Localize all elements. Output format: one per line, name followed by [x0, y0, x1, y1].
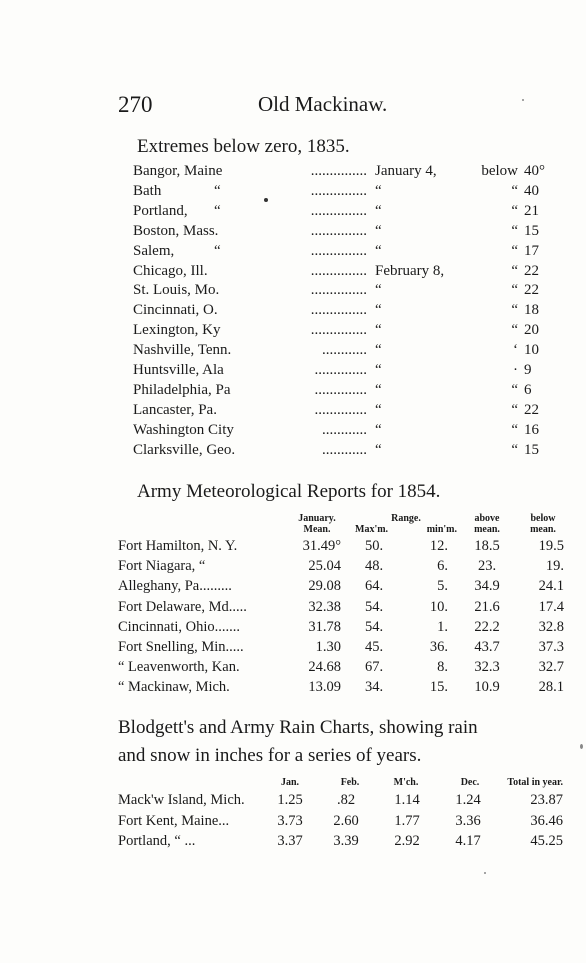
- header-feb: Feb.: [340, 777, 360, 788]
- date: “: [375, 441, 382, 458]
- header-below-mean: [522, 513, 564, 535]
- below-mark: “: [511, 401, 518, 418]
- header-above-line1: above: [474, 513, 500, 524]
- header-above-mean: [465, 513, 509, 535]
- header-max: Max'm.: [355, 524, 389, 535]
- station-name: Mack'w Island, Mich.: [118, 792, 245, 808]
- total-value: 45.25: [530, 833, 563, 849]
- place-name: Chicago, Ill.: [133, 262, 208, 279]
- station-name: Fort Hamilton, N. Y.: [118, 538, 238, 554]
- place-name: Washington City: [133, 421, 234, 438]
- place-name: Clarksville, Geo.: [133, 441, 236, 458]
- below-mark: below: [481, 163, 518, 179]
- max-value: 45.: [364, 639, 384, 655]
- temperature-value: 15: [524, 441, 539, 458]
- mch-value: 2.92: [394, 833, 420, 849]
- feb-value: 3.39: [333, 833, 359, 849]
- below-mark: “: [511, 182, 518, 199]
- place-name: Philadelphia, Pa: [133, 381, 231, 398]
- date: “: [375, 362, 382, 378]
- jan-value: 3.73: [277, 812, 303, 829]
- below-mark: “: [511, 282, 518, 299]
- min-value: 6.: [437, 558, 448, 575]
- min-value: 10.: [429, 598, 448, 615]
- january-mean: 31.49°: [302, 538, 341, 554]
- dot-leader: ...............: [310, 222, 367, 239]
- dot-leader: ...............: [310, 282, 367, 299]
- place-name: Portland,: [133, 202, 188, 219]
- place-name: St. Louis, Mo.: [133, 282, 220, 299]
- feb-value: .82: [336, 792, 356, 808]
- below-mark: “: [511, 202, 518, 219]
- above-mean-value: 21.6: [474, 598, 500, 615]
- date: “: [375, 322, 382, 339]
- header-range-subheaders: [355, 524, 457, 535]
- below-mean-value: 19.5: [538, 538, 564, 554]
- dot-leader: ...............: [310, 242, 367, 259]
- below-mark: “: [511, 421, 518, 438]
- january-mean: 29.08: [308, 578, 341, 595]
- max-value: 50.: [364, 538, 384, 554]
- min-value: 1.: [437, 618, 448, 635]
- temperature-value: 22: [524, 401, 539, 418]
- header-january-line1: January.: [298, 513, 336, 524]
- january-mean: 13.09: [308, 679, 341, 696]
- station-name: Fort Kent, Maine...: [118, 812, 230, 829]
- below-mark: ·: [513, 362, 518, 378]
- dot-leader: ...............: [310, 262, 367, 279]
- place-name: Boston, Mass.: [133, 222, 219, 239]
- place-name: Lancaster, Pa.: [133, 401, 217, 418]
- temperature-value: 21: [524, 202, 539, 219]
- temperature-value: 15: [524, 222, 539, 239]
- date: “: [375, 282, 382, 299]
- station-name: Alleghany, Pa.........: [118, 578, 232, 595]
- header-range-line1: Range.: [391, 513, 421, 524]
- station-name: Fort Delaware, Md.....: [118, 598, 247, 615]
- date: “: [375, 342, 382, 359]
- date: “: [375, 242, 382, 259]
- mch-value: 1.77: [394, 812, 420, 829]
- place-name: Nashville, Tenn.: [133, 342, 232, 359]
- temperature-value: 9: [524, 362, 532, 378]
- below-mark: “: [511, 302, 518, 319]
- extremes-heading: Extremes below zero, 1835.: [137, 136, 350, 157]
- temperature-value: 16: [524, 421, 539, 438]
- above-mean-value: 34.9: [474, 578, 500, 595]
- place-name: Bath: [133, 182, 162, 199]
- page-speck: [580, 744, 583, 749]
- station-name: Fort Niagara, “: [118, 558, 206, 575]
- station-name: Cincinnati, Ohio.......: [118, 618, 241, 635]
- header-total: Total in year.: [507, 777, 563, 788]
- running-title: Old Mackinaw.: [258, 92, 388, 116]
- dot-leader: ...............: [310, 163, 367, 179]
- place-name: Bangor, Maine: [133, 163, 223, 179]
- ditto-mark: “: [214, 182, 221, 199]
- dot-leader: ...............: [310, 202, 367, 219]
- min-value: 15.: [429, 679, 448, 696]
- date: January 4,: [375, 163, 437, 179]
- date: “: [375, 182, 382, 199]
- army-heading: Army Meteorological Reports for 1854.: [137, 481, 441, 502]
- temperature-value: 6: [524, 381, 532, 398]
- temperature-value: 18: [524, 302, 539, 319]
- temperature-value: 20: [524, 322, 539, 339]
- below-mean-value: 24.1: [538, 578, 564, 595]
- jan-value: 3.37: [277, 833, 303, 849]
- header-january-line2: Mean.: [303, 524, 331, 535]
- january-mean: 25.04: [308, 558, 341, 575]
- station-name: “ Leavenworth, Kan.: [118, 659, 240, 676]
- above-mean-value: 23.: [477, 558, 497, 575]
- max-value: 34.: [364, 679, 384, 696]
- station-name: Portland, “ ...: [118, 833, 196, 849]
- january-mean: 24.68: [308, 659, 341, 676]
- temperature-value: 40: [524, 182, 539, 199]
- temperature-value: 22: [524, 282, 539, 299]
- header-january: [287, 513, 347, 535]
- feb-value: 2.60: [333, 812, 359, 829]
- date: “: [375, 222, 382, 239]
- dot-leader: ..............: [314, 381, 367, 398]
- min-value: 36.: [429, 639, 448, 655]
- below-mean-value: 28.1: [538, 679, 564, 696]
- rain-heading-line2: and snow in inches for a series of years.: [118, 745, 422, 766]
- dot-leader: ............: [322, 342, 367, 359]
- dec-value: 3.36: [455, 812, 481, 829]
- dot-leader: ..............: [314, 362, 367, 378]
- dot-leader: ...............: [310, 322, 367, 339]
- station-name: Fort Snelling, Min.....: [118, 639, 244, 655]
- date: “: [375, 202, 382, 219]
- date: “: [375, 302, 382, 319]
- above-mean-value: 32.3: [474, 659, 500, 676]
- date: “: [375, 381, 382, 398]
- below-mean-value: 32.8: [538, 618, 564, 635]
- dec-value: 1.24: [455, 792, 481, 808]
- date: February 8,: [375, 262, 445, 279]
- below-mark: “: [511, 222, 518, 239]
- below-mean-value: 32.7: [538, 659, 564, 676]
- max-value: 54.: [364, 618, 384, 635]
- date: “: [375, 421, 382, 438]
- max-value: 64.: [364, 578, 384, 595]
- january-mean: 31.78: [308, 618, 341, 635]
- below-mean-value: 19.: [545, 558, 564, 575]
- above-mean-value: 43.7: [474, 639, 500, 655]
- jan-value: 1.25: [277, 792, 303, 808]
- below-mean-value: 37.3: [538, 639, 564, 655]
- header-jan: Jan.: [280, 777, 300, 788]
- station-name: “ Mackinaw, Mich.: [118, 679, 230, 696]
- header-mch: M'ch.: [393, 777, 419, 788]
- dot-leader: ...............: [310, 182, 367, 199]
- below-mark: “: [511, 381, 518, 398]
- place-name: Salem,: [133, 242, 175, 259]
- total-value: 36.46: [530, 812, 563, 829]
- dec-value: 4.17: [455, 833, 481, 849]
- date: “: [375, 401, 382, 418]
- header-below-line2: mean.: [530, 524, 556, 535]
- ditto-mark: “: [214, 242, 221, 259]
- max-value: 67.: [364, 659, 384, 676]
- place-name: Cincinnati, O.: [133, 302, 218, 319]
- above-mean-value: 22.2: [474, 618, 500, 635]
- header-below-line1: below: [530, 513, 556, 524]
- max-value: 54.: [364, 598, 384, 615]
- dot-leader: ...............: [310, 302, 367, 319]
- below-mark: “: [511, 441, 518, 458]
- january-mean: 1.30: [315, 639, 341, 655]
- above-mean-value: 10.9: [474, 679, 500, 696]
- january-mean: 32.38: [308, 598, 341, 615]
- rain-heading-line1: Blodgett's and Army Rain Charts, showing rain: [118, 717, 478, 738]
- temperature-value: 17: [524, 242, 539, 259]
- header-range: [355, 513, 457, 535]
- below-mean-value: 17.4: [538, 598, 564, 615]
- place-name: Huntsville, Ala: [133, 362, 224, 378]
- dot-leader: ............: [322, 421, 367, 438]
- mch-value: 1.14: [394, 792, 420, 808]
- below-mark: “: [511, 242, 518, 259]
- temperature-value: 10: [524, 342, 539, 359]
- below-mark: “: [511, 322, 518, 339]
- below-mark: ‘: [513, 342, 518, 359]
- min-value: 5.: [437, 578, 448, 595]
- header-dec: Dec.: [460, 777, 480, 788]
- page-speck: [484, 872, 486, 874]
- total-value: 23.87: [530, 792, 563, 808]
- place-name: Lexington, Ky: [133, 322, 221, 339]
- page-number: 270: [118, 92, 153, 117]
- header-above-line2: mean.: [474, 524, 500, 535]
- temperature-value: 40°: [524, 163, 545, 179]
- ditto-mark: “: [214, 202, 221, 219]
- temperature-value: 22: [524, 262, 539, 279]
- header-min: min'm.: [426, 524, 457, 535]
- min-value: 8.: [437, 659, 448, 676]
- print-speck: [264, 198, 268, 202]
- below-mark: “: [511, 262, 518, 279]
- max-value: 48.: [364, 558, 384, 575]
- dot-leader: ............: [322, 441, 367, 458]
- min-value: 12.: [429, 538, 448, 554]
- page-speck: [522, 99, 524, 101]
- dot-leader: ..............: [314, 401, 367, 418]
- above-mean-value: 18.5: [474, 538, 500, 554]
